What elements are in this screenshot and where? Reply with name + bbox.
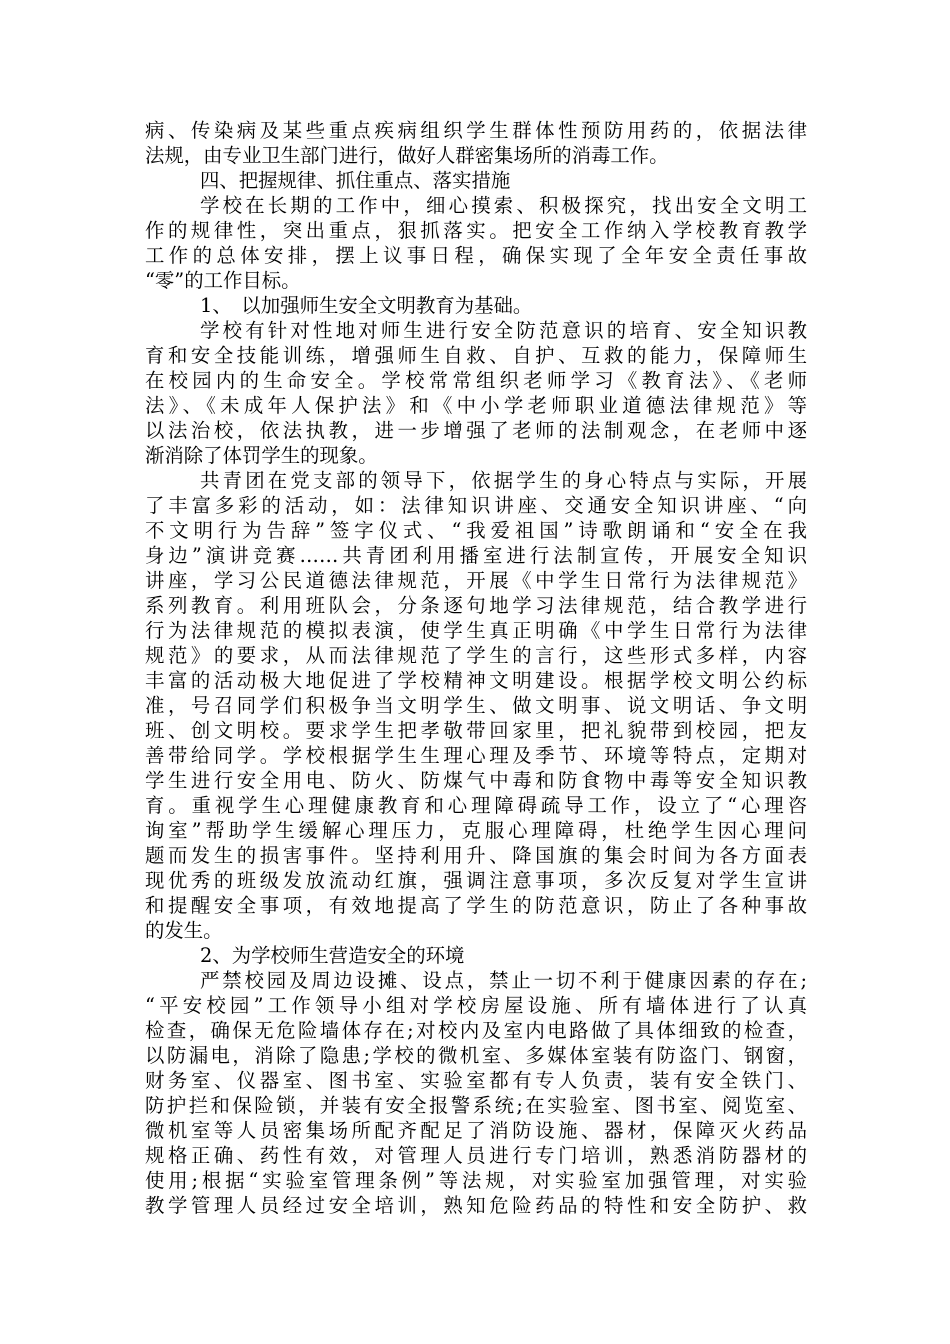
text-line: 以法治校，依法执教，进一步增强了老师的法制观念，在老师中逐 [145,419,807,442]
text-line: 育和安全技能训练，增强师生自救、自护、互救的能力，保障师生 [145,344,807,367]
text-line: 询室”帮助学生缓解心理压力，克服心理障碍，杜绝学生因心理问 [145,819,807,842]
text-line: 使用;根据“实验室管理条例”等法规，对实验室加强管理，对实验 [145,1169,807,1192]
text-line: 学生进行安全用电、防火、防煤气中毒和防食物中毒等安全知识教 [145,769,807,792]
text-line: “零”的工作目标。 [145,269,301,292]
text-line: 班、创文明校。要求学生把孝敬带回家里，把礼貌带到校园，把友 [145,719,807,742]
text-line: 工作的总体安排，摆上议事日程，确保实现了全年安全责任事故 [145,244,807,267]
text-line: 了丰富多彩的活动，如：法律知识讲座、交通安全知识讲座、“向 [145,494,807,517]
document-page [145,118,807,1218]
text-line: “平安校园”工作领导小组对学校房屋设施、所有墙体进行了认真 [145,994,807,1017]
text-line: 渐消除了体罚学生的现象。 [145,444,378,467]
text-line: 和提醒安全事项，有效地提高了学生的防范意识，防止了各种事故 [145,894,807,917]
text-line: 系列教育。利用班队会，分条逐句地学习法律规范，结合教学进行 [145,594,807,617]
text-line: 教学管理人员经过安全培训，熟知危险药品的特性和安全防护、救 [145,1194,807,1217]
text-line: 财务室、仪器室、图书室、实验室都有专人负责，装有安全铁门、 [145,1069,807,1092]
text-line: 题而发生的损害事件。坚持利用升、降国旗的集会时间为各方面表 [145,844,807,867]
text-line: 防护拦和保险锁，并装有安全报警系统;在实验室、图书室、阅览室、 [145,1094,807,1117]
text-line: 规格正确、药性有效，对管理人员进行专门培训，熟悉消防器材的 [145,1144,807,1167]
text-line: 育。重视学生心理健康教育和心理障碍疏导工作，设立了“心理咨 [145,794,807,817]
text-line: 规范》的要求，从而法律规范了学生的言行，这些形式多样，内容 [145,644,807,667]
text-line: 检查，确保无危险墙体存在;对校内及室内电路做了具体细致的检查， [145,1019,807,1042]
text-line: 法》、《未成年人保护法》和《中小学老师职业道德法律规范》等 [145,394,807,417]
text-line: 在校园内的生命安全。学校常常组织老师学习《教育法》、《老师 [145,369,807,392]
text-line: 行为法律规范的模拟表演，使学生真正明确《中学生日常行为法律 [145,619,807,642]
text-line: 不文明行为告辞”签字仪式、“我爱祖国”诗歌朗诵和“安全在我 [145,519,807,542]
text-line: 病、传染病及某些重点疾病组织学生群体性预防用药的，依据法律 [145,119,807,142]
text-line: 作的规律性，突出重点，狠抓落实。把安全工作纳入学校教育教学 [145,219,807,242]
text-line: 现优秀的班级发放流动红旗，强调注意事项，多次反复对学生宣讲 [145,869,807,892]
text-line: 严禁校园及周边设摊、设点，禁止一切不利于健康因素的存在; [200,969,807,992]
text-line: 的发生。 [145,919,223,942]
text-line: 以防漏电，消除了隐患;学校的微机室、多媒体室装有防盗门、钢窗， [145,1044,807,1067]
text-line: 2、为学校师生营造安全的环境 [200,944,465,967]
text-line: 微机室等人员密集场所配齐配足了消防设施、器材，保障灭火药品 [145,1119,807,1142]
text-line: 法规，由专业卫生部门进行，做好人群密集场所的消毒工作。 [145,144,669,167]
text-line: 准，号召同学们积极争当文明学生、做文明事、说文明话、争文明 [145,694,807,717]
text-line: 共青团在党支部的领导下，依据学生的身心特点与实际，开展 [200,469,807,492]
text-line: 1、 以加强师生安全文明教育为基础。 [200,294,533,317]
text-line: 四、把握规律、抓住重点、落实措施 [200,169,511,192]
text-line: 讲座，学习公民道德法律规范，开展《中学生日常行为法律规范》 [145,569,807,592]
text-line: 丰富的活动极大地促进了学校精神文明建设。根据学校文明公约标 [145,669,807,692]
text-line: 学校在长期的工作中，细心摸索、积极探究，找出安全文明工 [200,194,807,217]
text-line: 善带给同学。学校根据学生生理心理及季节、环境等特点，定期对 [145,744,807,767]
text-line: 身边”演讲竞赛……共青团利用播室进行法制宣传，开展安全知识 [145,544,807,567]
text-line: 学校有针对性地对师生进行安全防范意识的培育、安全知识教 [200,319,807,342]
